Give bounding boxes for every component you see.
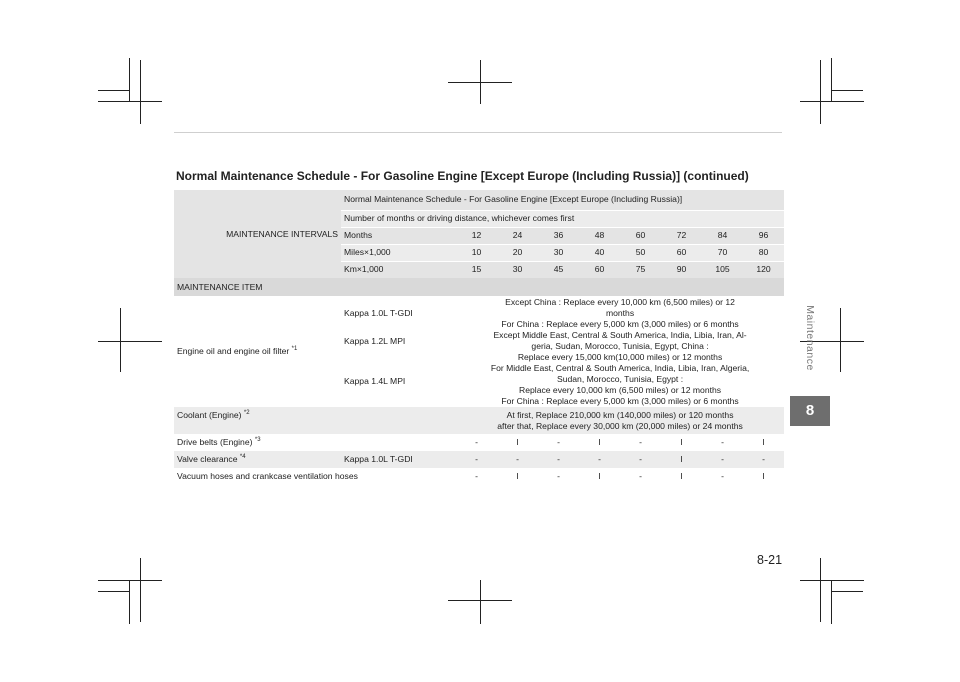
months-value: 48	[579, 227, 620, 244]
oil-instructions-2	[456, 330, 784, 407]
oil-text-line: Except China : Replace every 10,000 km (6,500 miles) or 12	[505, 296, 735, 307]
belts-item-name: Drive belts (Engine)	[177, 437, 253, 447]
crop-mark	[831, 90, 863, 91]
crop-mark	[840, 308, 841, 372]
km-value: 75	[635, 264, 646, 275]
oil-text-line: Replace every 10,000 km (6,500 miles) or 12 months	[519, 385, 722, 395]
km-value: 60	[594, 264, 605, 275]
crop-mark	[820, 60, 821, 124]
valve-value: -	[762, 454, 765, 464]
oil-engine-3: Kappa 1.4L MPI	[341, 356, 456, 407]
oil-text-line: Except Middle East, Central & South America, India, Libia, Iran, Al-	[493, 330, 747, 340]
belts-item-cell	[174, 434, 341, 451]
crop-mark	[831, 591, 863, 592]
crop-mark	[140, 558, 141, 622]
vacuum-value: -	[721, 471, 724, 481]
belts-note: *3	[254, 437, 261, 443]
miles-value: 30	[538, 244, 579, 261]
oil-engine-1: Kappa 1.0L T-GDI	[341, 296, 456, 330]
crop-mark	[129, 58, 130, 102]
crop-mark	[820, 558, 821, 622]
vacuum-value: -	[557, 471, 560, 481]
crop-mark	[98, 101, 162, 102]
oil-item-cell	[174, 296, 341, 407]
vacuum-value: I	[598, 471, 601, 481]
crop-mark	[140, 60, 141, 124]
belts-value: I	[680, 437, 683, 447]
km-value: 90	[676, 264, 687, 275]
chapter-side-tab	[790, 283, 830, 428]
months-value: 36	[538, 227, 579, 244]
belts-value: -	[721, 437, 724, 447]
oil-item-name: Engine oil and engine oil filter	[177, 346, 290, 356]
crop-mark	[831, 58, 832, 102]
belts-value: I	[516, 437, 519, 447]
km-value: 105	[715, 264, 730, 275]
crop-mark	[98, 591, 130, 592]
page-title: Normal Maintenance Schedule - For Gasoline Engine [Except Europe (Including Russia)] (continued)	[176, 169, 749, 183]
valve-value: I	[680, 454, 683, 464]
km-label: Km×1,000	[341, 261, 456, 278]
crop-mark	[480, 60, 481, 104]
valve-value: -	[639, 454, 642, 464]
months-label: Months	[341, 227, 456, 244]
vacuum-value: -	[475, 471, 478, 481]
oil-text-line: For China : Replace every 5,000 km (3,000 miles) or 6 months	[501, 318, 739, 329]
page-number: 8-21	[757, 553, 783, 567]
miles-label: Miles×1,000	[341, 244, 456, 261]
oil-text-line: For China : Replace every 5,000 km (3,000 miles) or 6 months	[501, 396, 739, 406]
coolant-item-name: Coolant (Engine)	[177, 410, 242, 420]
header-rule	[174, 132, 782, 133]
chapter-label	[790, 283, 830, 393]
miles-value: 10	[456, 244, 497, 261]
crop-mark	[120, 308, 121, 372]
valve-item-cell	[174, 451, 341, 468]
miles-value: 20	[497, 244, 538, 261]
belts-value: I	[762, 437, 765, 447]
oil-instructions-1	[456, 296, 784, 330]
crop-mark	[129, 580, 130, 624]
months-value: 96	[743, 227, 784, 244]
valve-value: -	[516, 454, 519, 464]
miles-value: 70	[702, 244, 743, 261]
oil-text-line: Sudan, Morocco, Tunisia, Egypt :	[556, 374, 684, 384]
belts-value: -	[557, 437, 560, 447]
oil-text-line: Replace every 15,000 km(10,000 miles) or 12 months	[517, 352, 723, 362]
maintenance-schedule-table	[174, 190, 784, 485]
oil-text-line: geria, Sudan, Morocco, Tunisia, Egypt, China :	[531, 341, 709, 351]
vacuum-value: I	[680, 471, 683, 481]
crop-mark	[98, 580, 162, 581]
months-value: 12	[456, 227, 497, 244]
vacuum-item-name: Vacuum hoses and crankcase ventilation hoses	[174, 468, 456, 485]
schedule-subheader: Number of months or driving distance, whichever comes first	[341, 210, 784, 227]
oil-note: *1	[291, 346, 298, 352]
crop-mark	[480, 580, 481, 624]
months-value: 84	[702, 227, 743, 244]
valve-item-name: Valve clearance	[177, 454, 238, 464]
months-value: 24	[497, 227, 538, 244]
valve-note: *4	[239, 454, 246, 460]
chapter-label-text: Maintenance	[804, 305, 816, 371]
miles-value: 80	[743, 244, 784, 261]
oil-text-line: For Middle East, Central & South America, India, Libia, Iran, Algeria,	[490, 363, 750, 373]
belts-value: -	[475, 437, 478, 447]
valve-value: -	[598, 454, 601, 464]
chapter-number: 8	[790, 396, 830, 426]
coolant-instructions	[456, 407, 784, 434]
intervals-label: MAINTENANCE INTERVALS	[174, 190, 341, 278]
belts-value: -	[639, 437, 642, 447]
belts-value: I	[598, 437, 601, 447]
oil-text-line: months	[605, 307, 635, 318]
months-value: 72	[661, 227, 702, 244]
schedule-header: Normal Maintenance Schedule - For Gasoline Engine [Except Europe (Including Russia)]	[341, 190, 784, 210]
km-value: 120	[756, 264, 771, 275]
oil-engine-2: Kappa 1.2L MPI	[341, 330, 456, 356]
miles-value: 60	[661, 244, 702, 261]
miles-value: 50	[620, 244, 661, 261]
km-value: 30	[512, 264, 523, 275]
km-value: 15	[471, 264, 482, 275]
crop-mark	[800, 580, 864, 581]
vacuum-value: I	[762, 471, 765, 481]
valve-value: -	[557, 454, 560, 464]
crop-mark	[831, 580, 832, 624]
months-value: 60	[620, 227, 661, 244]
coolant-note: *2	[243, 410, 250, 416]
coolant-text-line: after that, Replace every 30,000 km (20,000 miles) or 24 months	[497, 420, 743, 431]
valve-value: -	[721, 454, 724, 464]
crop-mark	[98, 341, 162, 342]
crop-mark	[800, 101, 864, 102]
coolant-item-cell	[174, 407, 341, 434]
km-value: 45	[553, 264, 564, 275]
maintenance-item-label: MAINTENANCE ITEM	[174, 278, 784, 296]
coolant-text-line: At first, Replace 210,000 km (140,000 miles) or 120 months	[506, 409, 734, 420]
crop-mark	[98, 90, 130, 91]
valve-engine: Kappa 1.0L T-GDI	[341, 451, 456, 468]
vacuum-value: I	[516, 471, 519, 481]
vacuum-value: -	[639, 471, 642, 481]
valve-value: -	[475, 454, 478, 464]
miles-value: 40	[579, 244, 620, 261]
